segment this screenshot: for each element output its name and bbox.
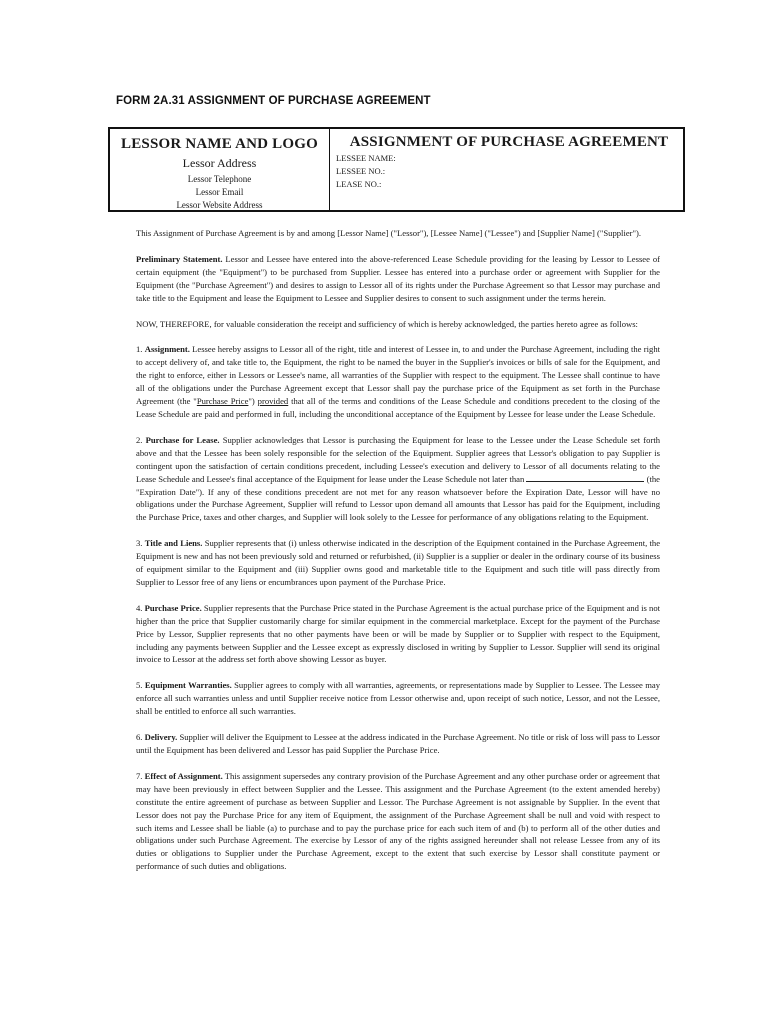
- section-text: Supplier represents that the Purchase Price stated in the Purchase Agreement is the actual purchase price of the Equipment and is not higher than the price that Supplier customarily charge for similar equipment in the commercial marketplace. Except for the payment of the Purchase Price by Lessor, Supplier represents that no other payments have been or will be made by Supplier or to Supplier with respect to the Equipment, including any payments between Supplier and the Lessee except as expressly disclosed in writing by Supplier to Lessor. Supplier will send its original invoice to Lessor at the address set forth above showing Lessor as buyer.: [136, 602, 660, 665]
- purchase-price-term: Purchase Price: [196, 396, 249, 407]
- section-heading: Assignment.: [144, 344, 190, 355]
- section-title-and-liens: [136, 537, 660, 589]
- lessor-info: [110, 129, 330, 210]
- section-heading: Equipment Warranties.: [144, 680, 232, 691]
- section-number: 4.: [136, 602, 145, 613]
- section-assignment: [136, 343, 660, 420]
- section-text: This assignment supersedes any contrary provision of the Purchase Agreement and any other purchase order or agreement that may have been previously in effect between Supplier and the Lessee. This assignment and the Purchase Agreement (to the extent amended hereby) constitute the entire agreement of purchase as between Supplier and Lessor. The Purchase Agreement is not assignable by Supplier. In the event that Lessor does not pay the Purchase Price for any item of Equipment, the assignment of the Purchase Agreement shall be null and void with respect to such items and Lessee shall be liable (a) to purchase and to pay the purchase price for each such item of and (b) to perform all of the other duties and obligations under such Purchase Agreement. The exercise by Lessor of any of the rights assigned hereunder shall not release Lessee from any of its duties or obligations to Supplier under the Purchase Agreement, except to the extent that such exercise by Lessor shall constitute payment or performance of such duties and obligations.: [136, 770, 660, 872]
- intro-paragraph: This Assignment of Purchase Agreement is by and among [Lessor Name] ("Lessor"), [Lessee Name] ("Lessee") and [Supplier Name] ("Supplier").: [136, 228, 642, 238]
- section-text: Supplier agrees to comply with all warranties, agreements, or representations made by Supplier to Lessee. The Lessee may enforce all such warranties unless and until Supplier receive notice from Lessor otherwise and, upon receipt of such notice, Lessor, and not the Lessee, shall be entitled to enforce all such warranties.: [136, 680, 661, 717]
- section-text: "): [248, 396, 258, 407]
- form-title: FORM 2A.31 ASSIGNMENT OF PURCHASE AGREEMENT: [116, 95, 431, 107]
- document-title: ASSIGNMENT OF PURCHASE AGREEMENT: [349, 134, 669, 150]
- section-heading: Effect of Assignment.: [144, 770, 223, 781]
- section-heading: Purchase Price.: [144, 602, 202, 613]
- expiration-date-blank[interactable]: [526, 473, 644, 482]
- preliminary-statement: [136, 253, 660, 305]
- section-number: 6.: [136, 732, 145, 743]
- lessor-address: Lessor Address: [182, 156, 257, 170]
- section-text: Supplier acknowledges that Lessor is purchasing the Equipment for lease to the Lessee under the Lease Schedule set forth above and that the Lessee has been solely responsible for the selection of the Equipment. Supplier agrees that Lessor's obligation to pay Supplier is contingent upon the satisfaction of certain conditions precedent, including Lessee's execution and delivery to Lessor of all documents relating to the Lease Schedule and Lessee's final acceptance of the Equipment for lease under the Lease Schedule not later than: [136, 434, 661, 484]
- section-text: that all of the terms and conditions of the Lease Schedule and conditions precedent to the closing of the Lease Schedule are paid and performed in full, including the unconditional acceptance of the Equipment by Lessee for lease under the Lease Schedule.: [136, 396, 660, 419]
- section-heading: Title and Liens.: [144, 538, 203, 549]
- section-text: (the "Expiration Date"). If any of these conditions precedent are not met for any reason whatsoever before the Expiration Date, Lessor will have no obligations under the Purchase Agreement, Supplier will refund to Lessor upon demand all amounts that Lessor has paid for the Equipment, including the Purchase Price, taxes and other charges, and Supplier will look solely to the Lessee for performance of any obligations relating to the Equipment.: [136, 473, 660, 523]
- section-number: 2.: [136, 434, 146, 445]
- section-purchase-price: [136, 602, 660, 667]
- agreement-body: [136, 227, 660, 886]
- section-text: Supplier will deliver the Equipment to Lessee at the address indicated in the Purchase Agreement. No title or risk of loss will pass to Lessor until the Equipment has been delivered and Lessor has paid Supplier the Purchase Price.: [136, 732, 661, 755]
- lessor-email: Lessor Email: [195, 187, 244, 197]
- section-effect-of-assignment: [136, 770, 660, 873]
- lessor-name-logo: LESSOR NAME AND LOGO: [121, 136, 318, 152]
- section-heading: Preliminary Statement.: [136, 253, 223, 264]
- section-delivery: [136, 731, 660, 757]
- lessee-name-label: LESSEE NAME:: [336, 153, 396, 163]
- lessor-telephone: Lessor Telephone: [187, 174, 252, 184]
- section-equipment-warranties: [136, 679, 660, 718]
- provided-term: provided: [257, 396, 289, 407]
- lessee-no-label: LESSEE NO.:: [336, 166, 386, 176]
- section-number: 1.: [136, 344, 145, 355]
- lessor-website: Lessor Website Address: [176, 200, 263, 210]
- section-number: 5.: [136, 680, 145, 691]
- lease-info: [330, 129, 683, 210]
- section-purchase-for-lease: [136, 434, 660, 524]
- section-heading: Purchase for Lease.: [145, 434, 220, 445]
- now-therefore-paragraph: NOW, THEREFORE, for valuable consideration the receipt and sufficiency of which is hereby acknowledged, the parties hereto agree as follows:: [136, 318, 638, 329]
- section-text: Lessor and Lessee have entered into the above-referenced Lease Schedule providing for the leasing by Lessor to Lessee of certain equipment (the "Equipment") to be purchased from Supplier. Lessee has entered into a purchase order or agreement with Supplier for the Equipment (the "Purchase Agreement") and desires to assign to Lessor all of its rights under the Purchase Agreement so that Lessor may purchase and take title to the Equipment and lease the Equipment to Lessee and Supplier desires to consent to such assignment under the terms herein.: [136, 253, 660, 303]
- section-text: Lessee hereby assigns to Lessor all of the right, title and interest of Lessee in, to and under the Purchase Agreement, including the right to accept delivery of, and take title to, the Equipment, the right to be named the buyer in the Supplier's invoices or bills of sale for the Equipment, and the right to enforce, either in Lessors or Lessee's name, all warranties of the Supplier with respect to the equipment. The Lessee shall continue to have all of the obligations under the Purchase Agreement except that Lessor shall pay the purchase price of the Equipment as set forth in the Purchase Agreement (the ": [136, 344, 661, 407]
- section-number: 3.: [136, 538, 145, 549]
- header-box: [108, 127, 685, 212]
- section-number: 7.: [136, 770, 145, 781]
- lease-no-label: LEASE NO.:: [336, 179, 382, 189]
- section-heading: Delivery.: [144, 732, 178, 743]
- section-text: Supplier represents that (i) unless otherwise indicated in the description of the Equipment contained in the Purchase Agreement, the Equipment is new and has not been previously sold and returned or refurbished, (ii) Supplier is a supplier or dealer in the ordinary course of its business of equipment similar to the Equipment and (iii) Supplier owns good and marketable title to the Equipment and such title will pass directly from Supplier to Lessor free of any liens or encumbrances upon payment of the Purchase Price.: [136, 538, 661, 587]
